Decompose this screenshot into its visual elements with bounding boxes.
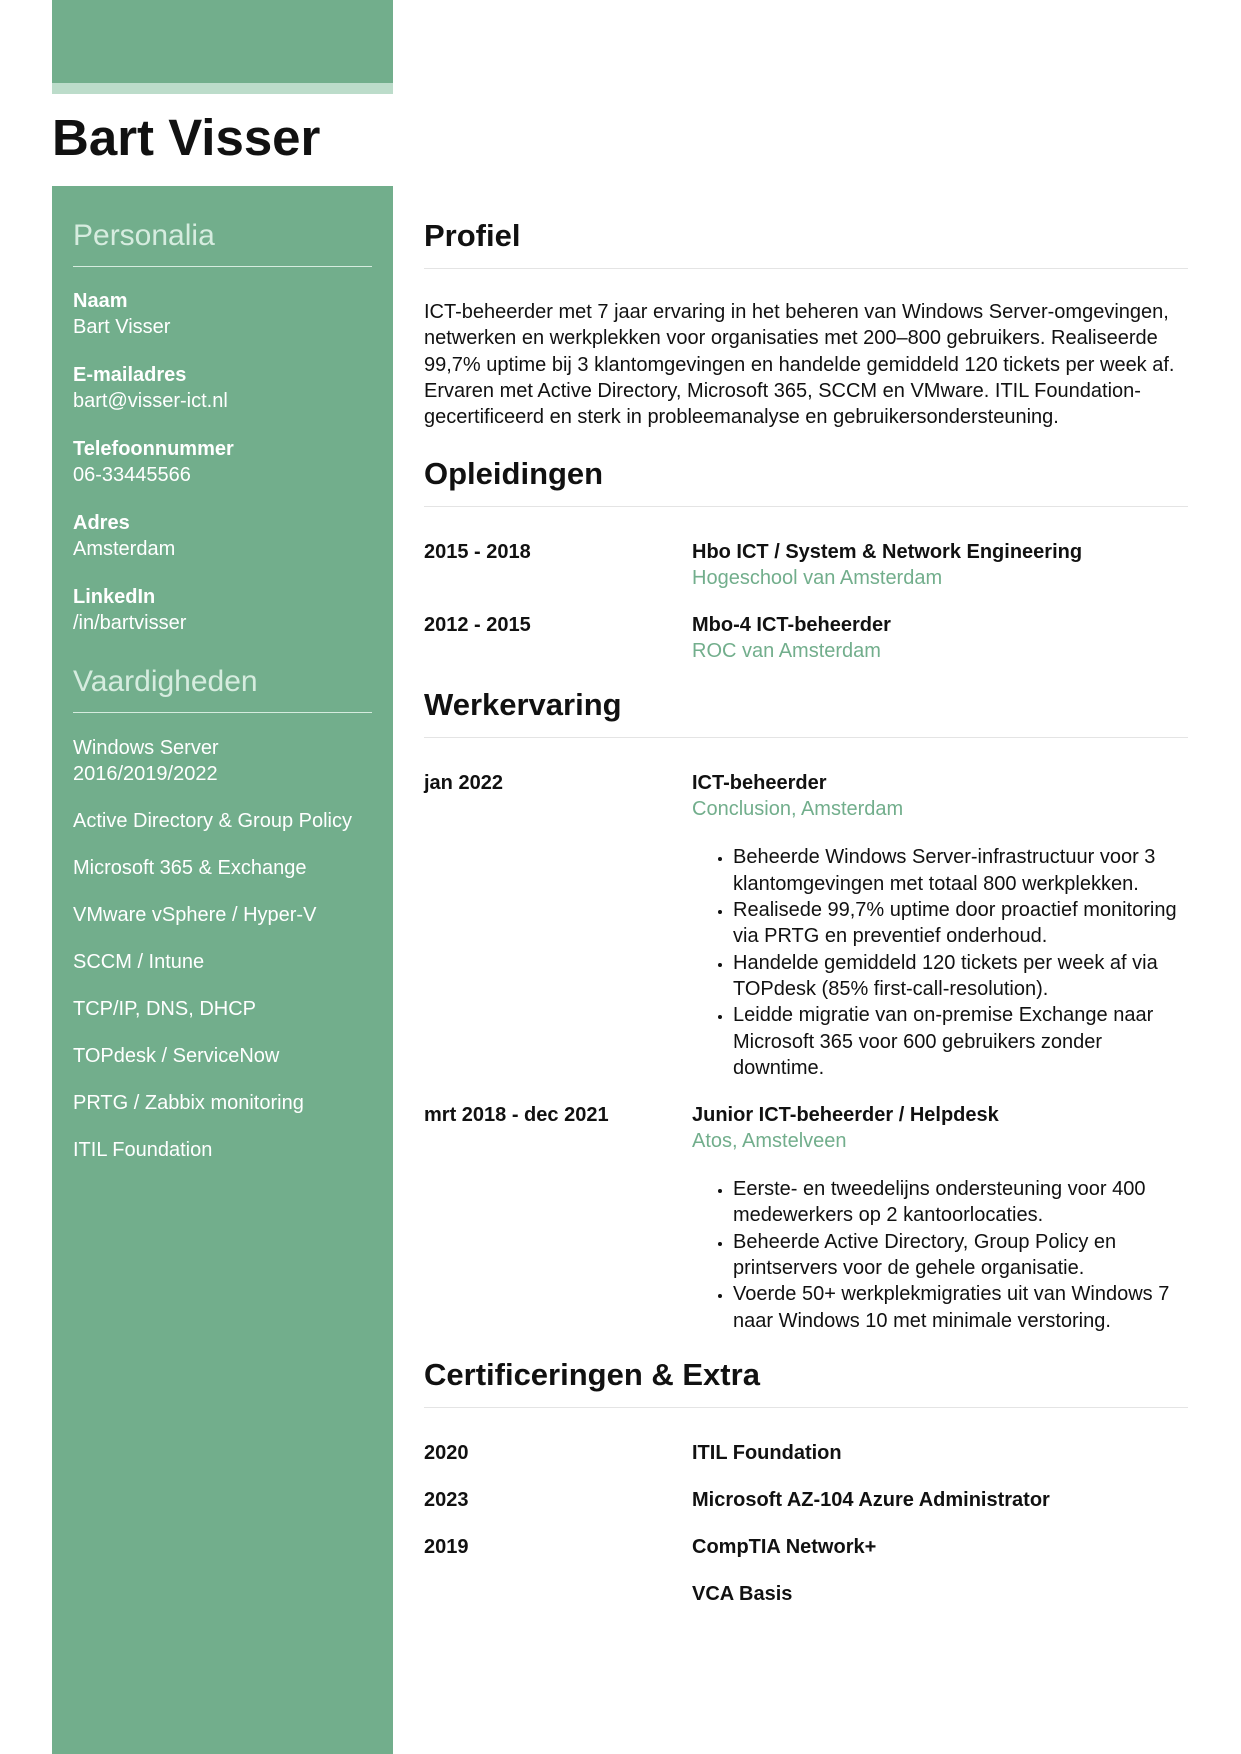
personalia-value: 06-33445566 <box>73 464 191 486</box>
entry-date: 2023 <box>424 1488 469 1511</box>
entry-company: Atos, Amstelveen <box>692 1130 847 1153</box>
entry-title: VCA Basis <box>692 1582 793 1605</box>
personalia-item-linkedin <box>73 584 372 636</box>
personalia-item-telefoon <box>73 436 372 488</box>
achievement-item: • Leidde migratie van on-premise Exchange naar Microsoft 365 voor 600 gebruikers zonder downtime. <box>733 1002 1188 1081</box>
personalia-value: Amsterdam <box>73 538 176 560</box>
experience-entry <box>424 770 1188 1081</box>
entry-title: CompTIA Network+ <box>692 1535 877 1558</box>
achievement-item: • Beheerde Windows Server-infrastructuur voor 3 klantomgevingen met totaal 800 werkplekken. <box>733 844 1188 897</box>
skill-item: SCCM / Intune <box>73 951 205 973</box>
certification-entry <box>424 1440 1188 1466</box>
education-entry <box>424 539 1188 591</box>
entry-body <box>692 770 1188 1081</box>
achievement-item: • Handelde gemiddeld 120 tickets per week af via TOPdesk (85% first-call-resolution). <box>733 950 1188 1003</box>
education-entry <box>424 612 1188 664</box>
certification-entry <box>424 1581 1188 1607</box>
entry-institution: Hogeschool van Amsterdam <box>692 567 943 590</box>
entry-title: Microsoft AZ-104 Azure Administrator <box>692 1488 1050 1511</box>
entry-date: 2015 - 2018 <box>424 541 531 564</box>
entry-body <box>692 612 1188 664</box>
achievement-item: • Eerste- en tweedelijns ondersteuning voor 400 medewerkers op 2 kantoorlocaties. <box>733 1176 1188 1229</box>
certifications-section <box>424 1355 1188 1607</box>
personalia-item-email <box>73 362 372 414</box>
certifications-list <box>424 1440 1188 1607</box>
entry-date: 2012 - 2015 <box>424 614 531 637</box>
profile-text: ICT-beheerder met 7 jaar ervaring in het beheren van Windows Server-omgevingen, netwerken en werkplekken voor organisaties met 200–800 gebruikers. Realiseerde 99,7% uptime bij 3 klantomgevingen en handelde gemiddeld 120 tickets per week af. Ervaren met Active Directory, Microsoft 365, SCCM en VMware. ITIL Foundation-gecertificeerd en sterk in probleemanalyse en gebruikersondersteuning. <box>424 301 1175 429</box>
entry-title: ITIL Foundation <box>692 1441 842 1464</box>
experience-entry <box>424 1102 1188 1334</box>
skill-item: Windows Server 2016/2019/2022 <box>73 737 219 785</box>
candidate-name: Bart Visser <box>52 109 321 166</box>
skill-item: VMware vSphere / Hyper-V <box>73 904 317 926</box>
personalia-item-adres <box>73 510 372 562</box>
personalia-item-naam <box>73 288 372 340</box>
experience-section <box>424 685 1188 1333</box>
entry-institution: ROC van Amsterdam <box>692 640 881 663</box>
personalia-list <box>73 288 372 636</box>
profile-heading: Profiel <box>424 186 1188 269</box>
header-color-band <box>52 0 393 83</box>
achievement-list <box>692 1176 1188 1334</box>
sidebar <box>52 186 393 1754</box>
profile-section <box>424 186 1188 430</box>
experience-heading: Werkervaring <box>424 685 1188 738</box>
skill-item: ITIL Foundation <box>73 1139 213 1161</box>
header-accent-stripe <box>52 83 393 94</box>
skills-list <box>73 735 372 1163</box>
achievement-item: • Voerde 50+ werkplekmigraties uit van Windows 7 naar Windows 10 met minimale verstoring. <box>733 1281 1188 1334</box>
education-heading: Opleidingen <box>424 454 1188 507</box>
personalia-heading: Personalia <box>73 186 372 267</box>
entry-body <box>692 1102 1188 1334</box>
entry-title: Hbo ICT / System & Network Engineering <box>692 541 1083 564</box>
personalia-value: Bart Visser <box>73 316 171 338</box>
education-list <box>424 539 1188 664</box>
main-content <box>424 186 1188 1628</box>
entry-body <box>692 539 1188 591</box>
entry-company: Conclusion, Amsterdam <box>692 798 904 821</box>
personalia-label: LinkedIn <box>73 586 156 608</box>
personalia-value: /in/bartvisser <box>73 612 187 634</box>
skill-item: TOPdesk / ServiceNow <box>73 1045 280 1067</box>
achievement-list <box>692 844 1188 1081</box>
certification-entry <box>424 1487 1188 1513</box>
personalia-label: Naam <box>73 290 128 312</box>
entry-date: 2019 <box>424 1535 469 1558</box>
personalia-label: Adres <box>73 512 130 534</box>
certifications-heading: Certificeringen & Extra <box>424 1355 1188 1408</box>
achievement-item: • Beheerde Active Directory, Group Policy en printservers voor de gehele organisatie. <box>733 1229 1188 1282</box>
entry-title: Junior ICT-beheerder / Helpdesk <box>692 1104 999 1127</box>
entry-date: jan 2022 <box>424 772 503 795</box>
achievement-item: • Realisede 99,7% uptime door proactief monitoring via PRTG en preventief onderhoud. <box>733 897 1188 950</box>
skill-item: TCP/IP, DNS, DHCP <box>73 998 256 1020</box>
entry-date <box>424 1581 692 1607</box>
skill-item: Active Directory & Group Policy <box>73 810 352 832</box>
personalia-label: E-mailadres <box>73 364 187 386</box>
experience-list <box>424 770 1188 1333</box>
skill-item: Microsoft 365 & Exchange <box>73 857 307 879</box>
skills-heading: Vaardigheden <box>73 636 372 713</box>
entry-title: ICT-beheerder <box>692 772 827 795</box>
personalia-label: Telefoonnummer <box>73 438 234 460</box>
entry-title: Mbo-4 ICT-beheerder <box>692 614 891 637</box>
education-section <box>424 454 1188 664</box>
personalia-value: bart@visser-ict.nl <box>73 390 228 412</box>
skill-item: PRTG / Zabbix monitoring <box>73 1092 304 1114</box>
certification-entry <box>424 1534 1188 1560</box>
entry-date: 2020 <box>424 1441 469 1464</box>
entry-date: mrt 2018 - dec 2021 <box>424 1104 609 1127</box>
